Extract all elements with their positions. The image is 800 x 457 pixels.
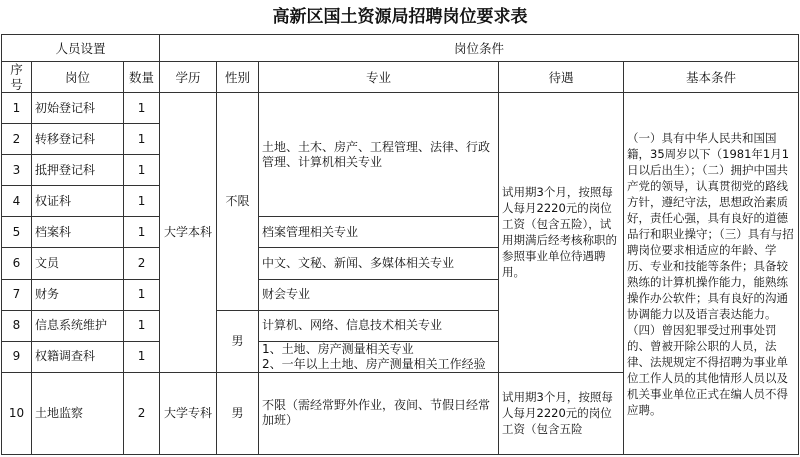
row-post: 文员: [32, 248, 124, 279]
col-major: 专业: [259, 62, 499, 93]
major-cell: 土地、土木、房产、工程管理、法律、行政管理、计算机相关专业: [259, 93, 499, 217]
treatment-cell: 试用期3个月，按照每人每月2220元的岗位工资（包含五险），试用期满后经考核称职的参照事业单位待遇聘用。: [499, 93, 624, 373]
row-count: 2: [124, 248, 160, 279]
col-treatment: 待遇: [499, 62, 624, 93]
col-count: 数量: [124, 62, 160, 93]
row-post: 信息系统维护: [32, 310, 124, 341]
row-post: 转移登记科: [32, 124, 124, 155]
row-no: 3: [2, 155, 32, 186]
major-cell: 中文、文秘、新闻、多媒体相关专业: [259, 248, 499, 279]
page-title: 高新区国土资源局招聘岗位要求表: [272, 7, 528, 27]
row-count: 1: [124, 310, 160, 341]
recruitment-table: [1, 34, 799, 455]
education-associate: 大学专科: [160, 372, 217, 454]
row-post: 初始登记科: [32, 93, 124, 124]
row-count: 1: [124, 279, 160, 310]
row-no: 2: [2, 124, 32, 155]
row-no: 5: [2, 217, 32, 248]
col-gender: 性别: [217, 62, 259, 93]
major-cell: [259, 341, 499, 372]
row-post: 土地监察: [32, 372, 124, 454]
major-line: 2、一年以上土地、房产测量相关工作经验: [262, 356, 486, 371]
major-cell: 不限（需经常野外作业，夜间、节假日经常加班）: [259, 372, 499, 454]
col-education: 学历: [160, 62, 217, 93]
basic-conditions-cell: （一）具有中华人民共和国国籍，35周岁以下（1981年1月1日以后出生）；（二）拥护中国共产党的领导，认真贯彻党的路线方针，遵纪守法，思想政治素质好，责任心强，具有良好的道德品行和职业操守；（三）具有与招聘岗位要求相适应的年龄、学历、专业和技能等条件；具备较熟练的计算机操作能力，能熟练操作办公软件；具有良好的沟通协调能力以及语言表达能力。（四）曾因犯罪受过刑事处罚的、曾被开除公职的人员，法律、法规规定不得招聘为事业单位工作人员的其他情形人员以及机关事业单位正式在编人员不得应聘。: [624, 93, 799, 455]
row-post: 档案科: [32, 217, 124, 248]
major-cell: 计算机、网络、信息技术相关专业: [259, 310, 499, 341]
row-no: 4: [2, 186, 32, 217]
gender-male: 男: [217, 372, 259, 454]
major-cell: 财会专业: [259, 279, 499, 310]
treatment-cell: 试用期3个月，按照每人每月2220元的岗位工资（包含五险: [499, 372, 624, 454]
row-count: 1: [124, 124, 160, 155]
row-no: 7: [2, 279, 32, 310]
row-no: 9: [2, 341, 32, 372]
row-no: 6: [2, 248, 32, 279]
row-post: 财务: [32, 279, 124, 310]
column-header-row: [2, 62, 799, 93]
education-bachelor: 大学本科: [160, 93, 217, 373]
row-post: 权籍调查科: [32, 341, 124, 372]
row-count: 1: [124, 341, 160, 372]
col-no: 序号: [2, 62, 32, 93]
conditions-header: 岗位条件: [160, 35, 799, 62]
major-line: 1、土地、房产测量相关专业: [262, 341, 414, 356]
personnel-header: 人员设置: [2, 35, 160, 62]
gender-male: 男: [217, 310, 259, 372]
major-cell: 档案管理相关专业: [259, 217, 499, 248]
row-post: 权证科: [32, 186, 124, 217]
row-no: 8: [2, 310, 32, 341]
table-row: [2, 93, 799, 124]
row-count: 1: [124, 93, 160, 124]
row-no: 1: [2, 93, 32, 124]
row-count: 1: [124, 217, 160, 248]
col-basic: 基本条件: [624, 62, 799, 93]
group-header-row: [2, 35, 799, 62]
col-post: 岗位: [32, 62, 124, 93]
row-count: 2: [124, 372, 160, 454]
row-count: 1: [124, 155, 160, 186]
row-count: 1: [124, 186, 160, 217]
row-post: 抵押登记科: [32, 155, 124, 186]
row-no: 10: [2, 372, 32, 454]
gender-any: 不限: [217, 93, 259, 310]
